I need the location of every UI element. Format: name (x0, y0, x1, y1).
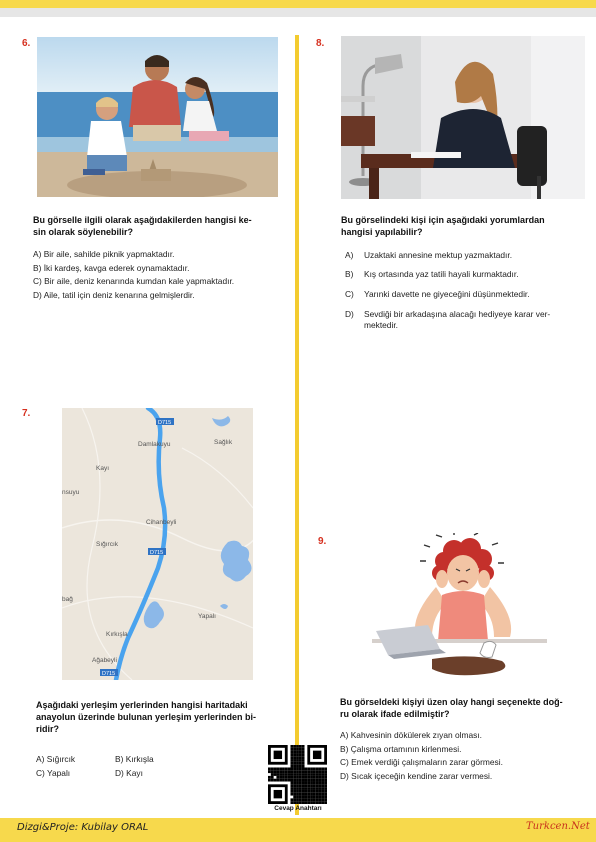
road-map (62, 408, 253, 680)
map-label-bag: bağ (62, 596, 73, 603)
top-color-bar (0, 0, 596, 8)
question-9-number: 9. (318, 536, 327, 547)
option-text: Kış ortasında yaz tatili hayali kurmaktadır. (364, 269, 519, 279)
map-road-label: D715 (158, 420, 172, 426)
answer-key-label: Cevap Anahtarı (274, 805, 322, 812)
stressed-woman-illustration (372, 533, 547, 679)
question-9-option-b[interactable]: B) Çalışma ortamının kirlenmesi. (340, 744, 462, 754)
question-7-option-a[interactable]: A) Sığırcık (36, 754, 76, 764)
footer-author: Dizgi&Proje: Kubilay ORAL (17, 822, 149, 833)
option-text: Yarınki davette ne giyeceğini düşünmektedir. (364, 289, 530, 299)
option-text: Uzaktaki annesine mektup yazmaktadır. (364, 250, 513, 260)
question-8-text-line: Bu görselindeki kişi için aşağıdaki yorumlardan (341, 215, 545, 225)
question-9-option-d[interactable]: D) Sıcak içeceğin kendine zarar vermesi. (340, 771, 493, 781)
option-letter: A) (345, 250, 354, 260)
question-9-text-line: Bu görseldeki kişiyi üzen olay hangi seçenekte doğ- (340, 697, 563, 707)
question-7-option-b[interactable]: B) Kırkışla (115, 754, 154, 764)
question-8-option-c[interactable] (345, 289, 530, 300)
map-label-kirkisla: Kırkışla (106, 631, 128, 638)
question-6-option-d[interactable]: D) Aile, tatil için deniz kenarına gelmişlerdir. (33, 290, 195, 300)
question-7-text-line: anayolun üzerinde bulunan yerleşim yerlerinden bi- (36, 712, 257, 722)
question-9-text-line: ru olarak ifade edilmiştir? (340, 709, 450, 719)
woman-writing-photo (341, 36, 585, 199)
option-letter: C) (345, 289, 354, 299)
question-8-number: 8. (316, 38, 325, 49)
question-7-option-d[interactable]: D) Kayı (115, 768, 143, 778)
question-9-text (340, 696, 590, 720)
map-label-saglik: Sağlık (214, 439, 233, 446)
option-text: Sevdiği bir arkadaşına alacağı hediyeye karar ver- (364, 309, 551, 319)
option-letter: B) (345, 269, 354, 279)
map-label-yapali: Yapalı (198, 613, 216, 620)
map-label-kayi: Kayı (96, 465, 110, 472)
question-6-option-a[interactable]: A) Bir aile, sahilde piknik yapmaktadır. (33, 249, 175, 259)
beach-family-photo (37, 37, 278, 197)
map-label-damlakuyu: Damlakuyu (138, 441, 171, 448)
map-label-agabeyli: Ağabeyli (92, 657, 117, 664)
map-label-cihanbeyli: Cihanbeyli (146, 519, 177, 526)
column-divider (295, 35, 299, 815)
question-6-text-line: Bu görselle ilgili olarak aşağıdakilerden hangisi ke- (33, 215, 252, 225)
question-6-option-c[interactable]: C) Bir aile, deniz kenarında kumdan kale yapmaktadır. (33, 276, 235, 286)
question-6-text-line: sin olarak söylenebilir? (33, 227, 134, 237)
question-7-text-line: Aşağıdaki yerleşim yerlerinden hangisi haritadaki (36, 700, 248, 710)
question-7-text (36, 699, 286, 735)
question-7-text-line: ridir? (36, 724, 60, 734)
question-7-number: 7. (22, 408, 31, 419)
question-6-number: 6. (22, 38, 31, 49)
map-label-sigircik: Sığırcık (96, 541, 119, 548)
question-7-option-c[interactable]: C) Yapalı (36, 768, 71, 778)
question-6-option-b[interactable]: B) İki kardeş, kavga ederek oynamaktadır. (33, 263, 190, 273)
question-8-option-b[interactable] (345, 269, 519, 280)
question-8-text (341, 214, 591, 238)
question-8-option-d[interactable] (345, 309, 550, 331)
map-road-label: D715 (102, 671, 116, 677)
question-9-option-c[interactable]: C) Emek verdiği çalışmaların zarar görmesi. (340, 757, 503, 767)
map-road-label: D715 (150, 550, 164, 556)
question-8-text-line: hangisi yapılabilir? (341, 227, 423, 237)
map-label-susuyu: nsuyu (62, 489, 80, 496)
option-letter: D) (345, 309, 354, 319)
question-8-option-a[interactable] (345, 250, 512, 261)
question-9-option-a[interactable]: A) Kahvesinin dökülerek zıyan olması. (340, 730, 482, 740)
brand-logo[interactable]: Turkcen.Net (526, 821, 590, 832)
question-6-text (33, 214, 283, 238)
top-grey-band (0, 8, 596, 17)
answer-key-qr-code[interactable] (268, 745, 327, 804)
option-text: mektedir. (364, 320, 398, 330)
option-text-block (364, 309, 550, 331)
